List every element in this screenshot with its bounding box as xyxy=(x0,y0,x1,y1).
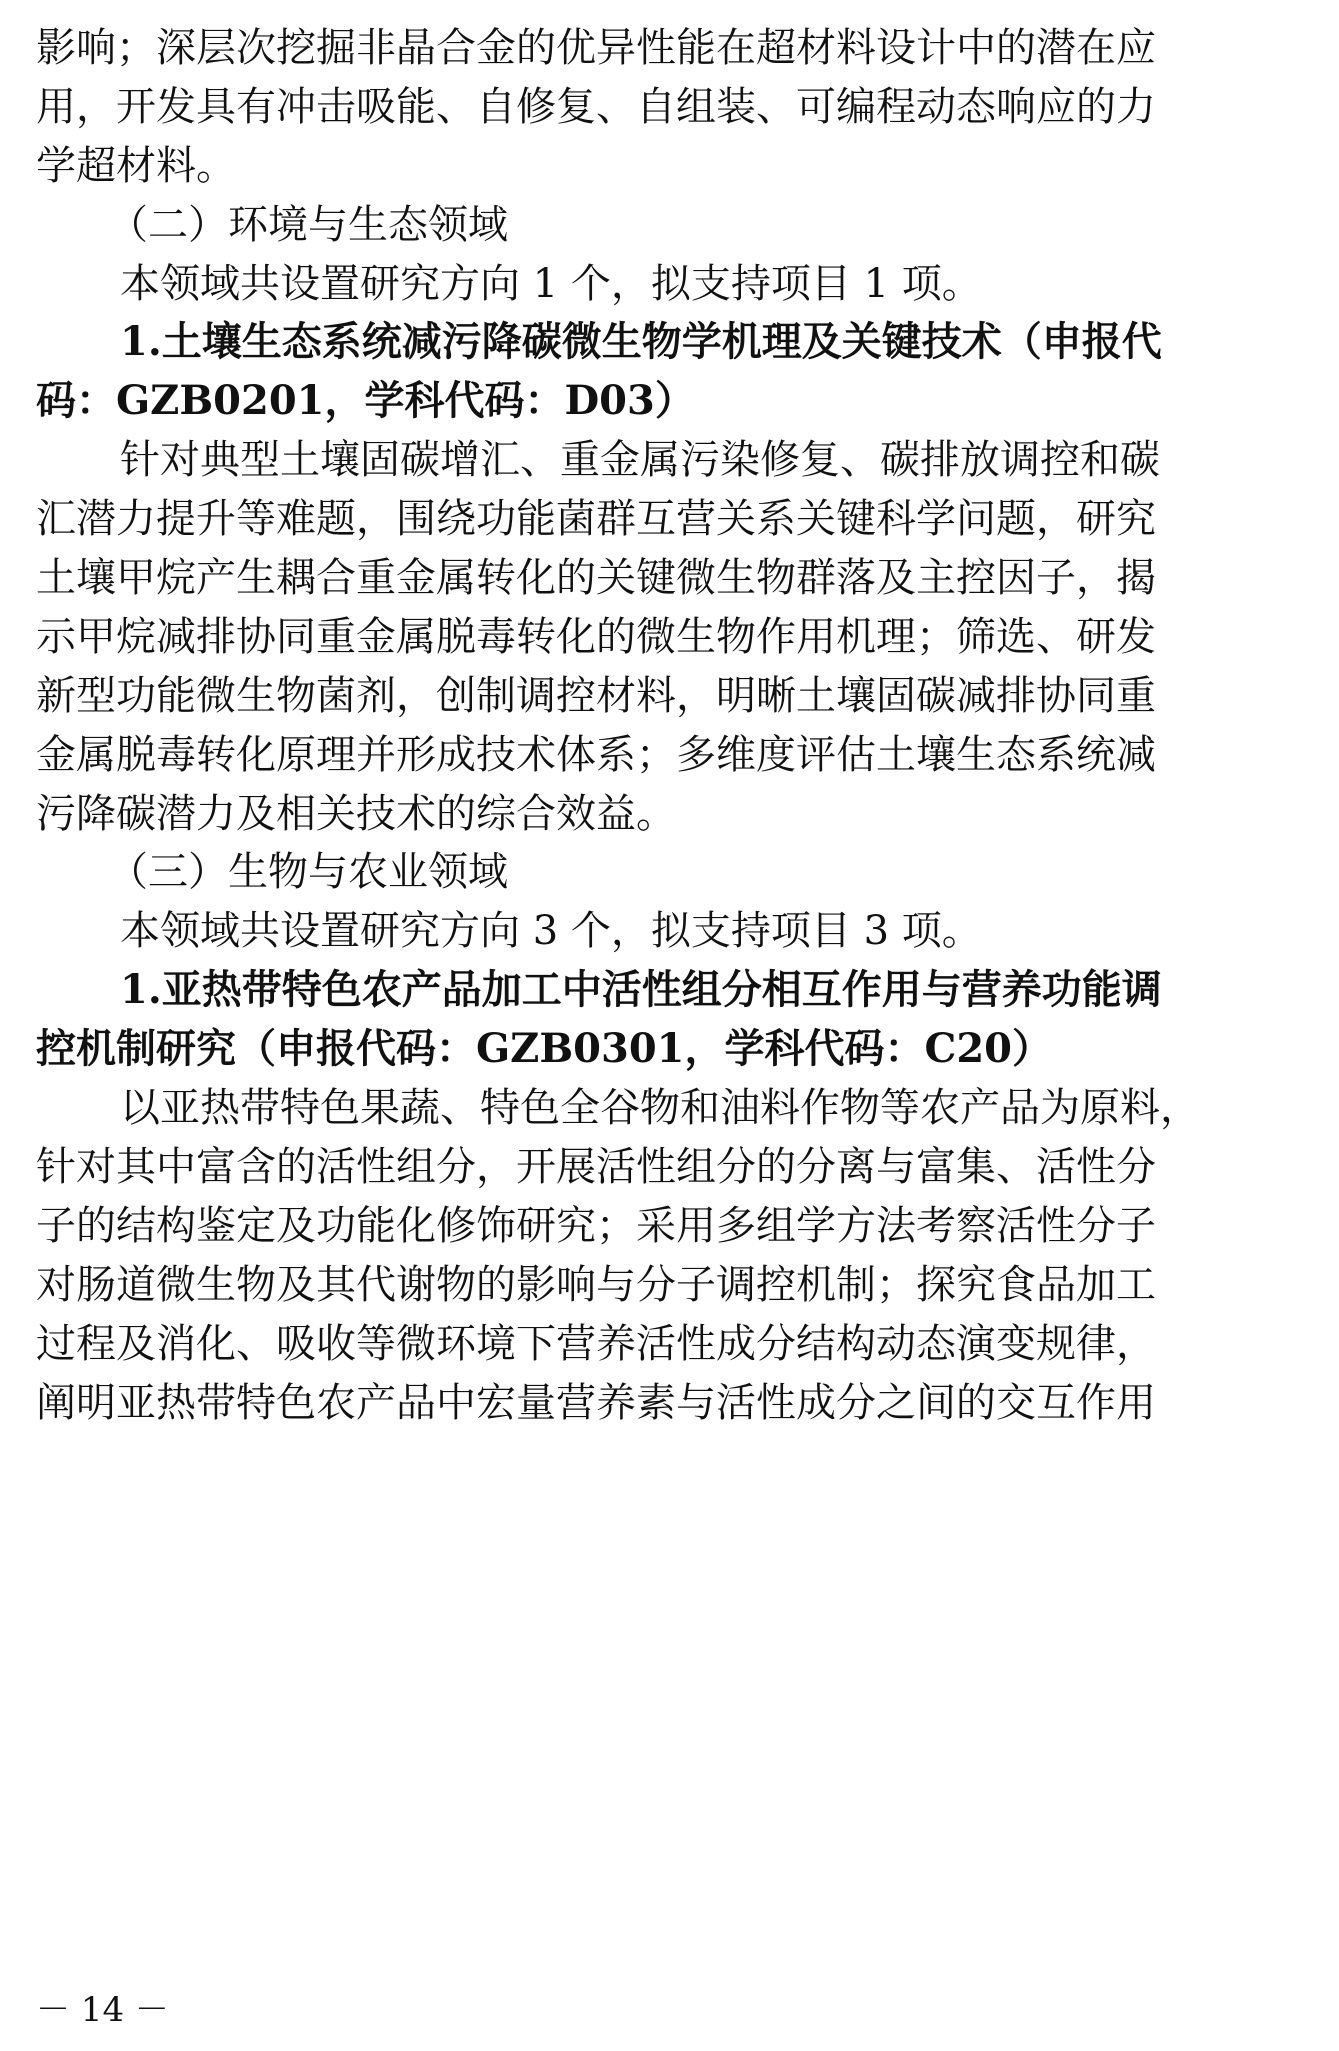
body-text-line: 新型功能微生物菌剂，创制调控材料，明晰土壤固碳减排协同重 xyxy=(36,673,1156,719)
project-title-line: 码：GZB0201，学科代码：D03） xyxy=(36,377,695,424)
project-title-line: 1.土壤生态系统减污降碳微生物学机理及关键技术（申报代 xyxy=(120,318,1162,365)
section-heading: （三）生物与农业领域 xyxy=(108,849,508,895)
project-title-line: 1.亚热带特色农产品加工中活性组分相互作用与营养功能调 xyxy=(120,966,1162,1013)
body-text-line: 针对典型土壤固碳增汇、重金属污染修复、碳排放调控和碳 xyxy=(120,437,1160,483)
body-text-line: 汇潜力提升等难题，围绕功能菌群互营关系关键科学问题，研究 xyxy=(36,496,1156,542)
body-text-line: 对肠道微生物及其代谢物的影响与分子调控机制；探究食品加工 xyxy=(36,1262,1156,1308)
body-text-line: 土壤甲烷产生耦合重金属转化的关键微生物群落及主控因子，揭 xyxy=(36,555,1156,601)
body-text-line: 本领域共设置研究方向 3 个，拟支持项目 3 项。 xyxy=(120,908,982,954)
body-text-line: 金属脱毒转化原理并形成技术体系；多维度评估土壤生态系统减 xyxy=(36,732,1156,778)
body-text-line: 影响；深层次挖掘非晶合金的优异性能在超材料设计中的潜在应 xyxy=(36,25,1156,71)
body-text-line: 过程及消化、吸收等微环境下营养活性成分结构动态演变规律， xyxy=(36,1321,1156,1367)
body-text-line: 学超材料。 xyxy=(36,143,236,189)
body-text-line: 针对其中富含的活性组分，开展活性组分的分离与富集、活性分 xyxy=(36,1144,1156,1190)
body-text-line: 本领域共设置研究方向 1 个，拟支持项目 1 项。 xyxy=(120,261,982,307)
body-text-line: 以亚热带特色果蔬、特色全谷物和油料作物等农产品为原料， xyxy=(120,1085,1200,1131)
body-text-line: 阐明亚热带特色农产品中宏量营养素与活性成分之间的交互作用 xyxy=(36,1380,1156,1426)
body-text-line: 污降碳潜力及相关技术的综合效益。 xyxy=(36,791,676,837)
body-text-line: 用，开发具有冲击吸能、自修复、自组装、可编程动态响应的力 xyxy=(36,84,1156,130)
body-text-line: 示甲烷减排协同重金属脱毒转化的微生物作用机理；筛选、研发 xyxy=(36,614,1156,660)
body-text-line: 子的结构鉴定及功能化修饰研究；采用多组学方法考察活性分子 xyxy=(36,1203,1156,1249)
project-title-line: 控机制研究（申报代码：GZB0301，学科代码：C20） xyxy=(36,1025,1052,1072)
page-number: － 14 － xyxy=(36,1990,169,2030)
section-heading: （二）环境与生态领域 xyxy=(108,202,508,248)
